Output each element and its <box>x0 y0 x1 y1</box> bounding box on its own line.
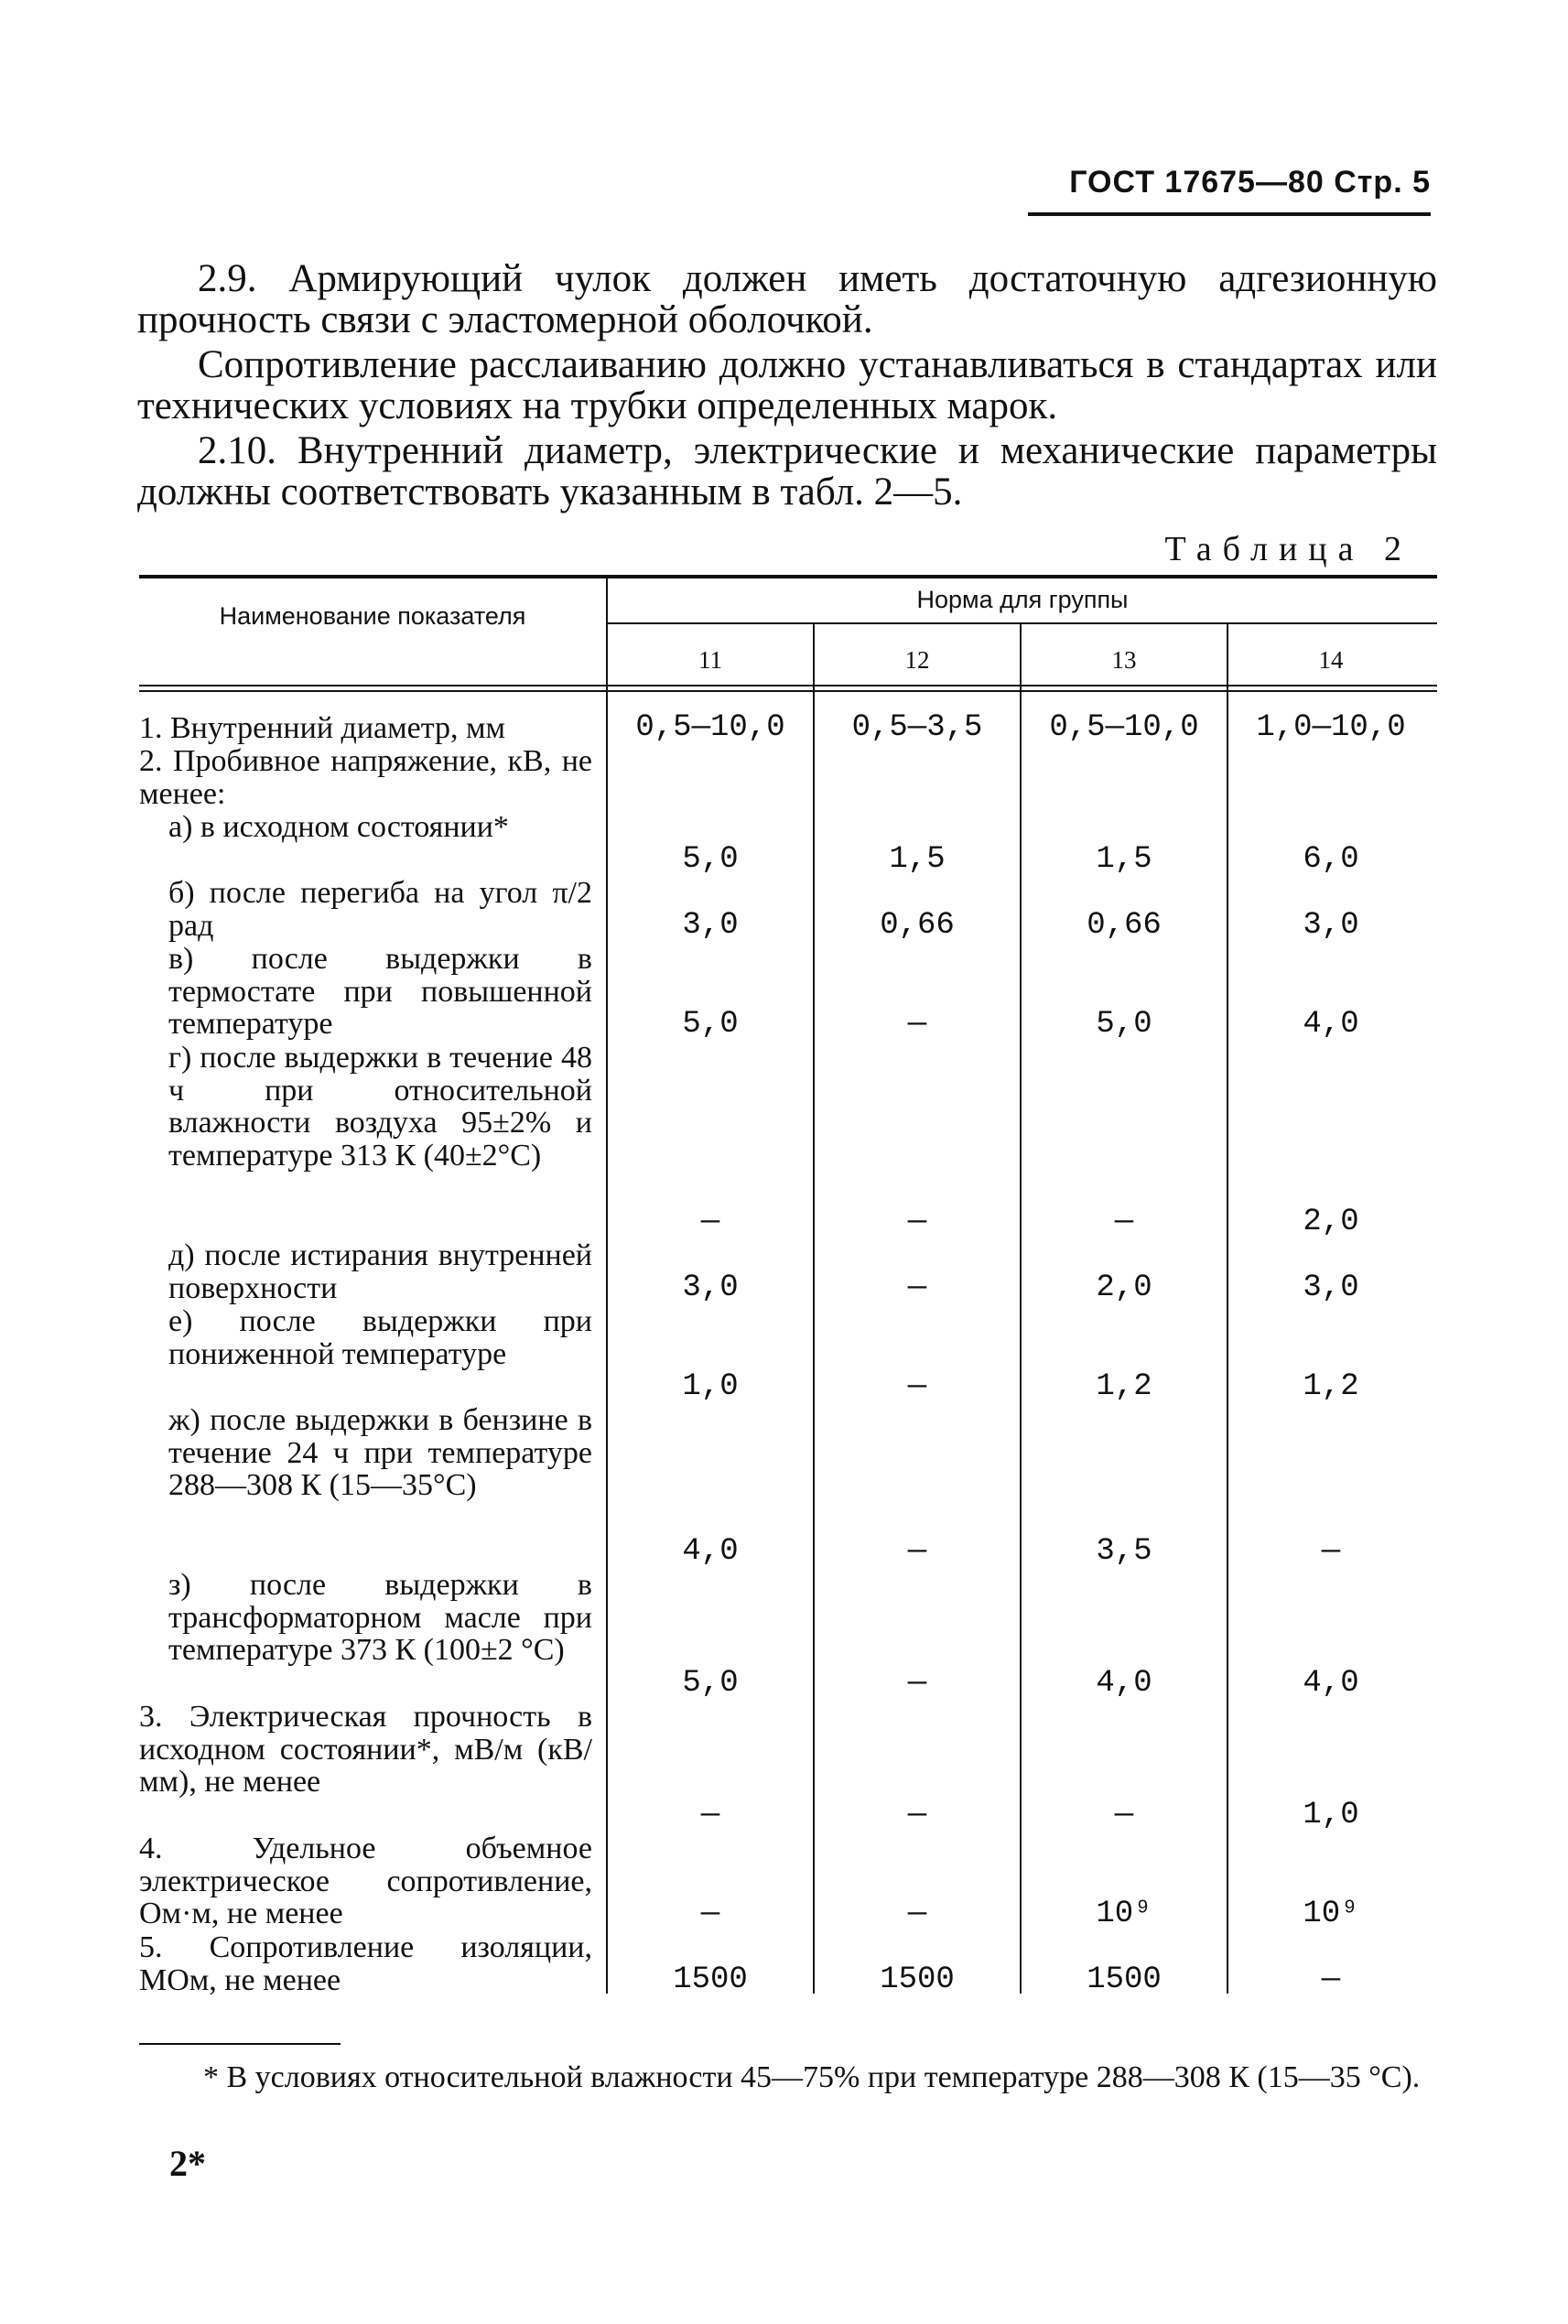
footnote-rule <box>139 2043 341 2045</box>
row-name: 1. Внутренний диаметр, мм <box>139 711 506 745</box>
value-group-13: 1500 <box>1087 1962 1162 1997</box>
row-name: ж) после выдержки в бензине в течение 24 ч при температуре 288—308 К (15—35°С) <box>168 1403 592 1503</box>
row-name: 3. Электрическая прочность в исходном состоянии*, мВ/м (кВ/мм), не менее <box>139 1700 592 1800</box>
value-group-13: 0,5—10,0 <box>1049 710 1199 745</box>
value-group-11: 5,0 <box>682 842 739 877</box>
value-group-13: 1,5 <box>1096 842 1152 877</box>
value-group-11: 1500 <box>673 1962 748 1997</box>
row-name: в) после выдержки в термостате при повышенной температуре <box>168 942 592 1042</box>
value-group-11: 5,0 <box>682 1666 739 1701</box>
header-group-14: 14 <box>1318 646 1344 674</box>
row-name: б) после перегиба на угол π/2 рад <box>168 876 592 943</box>
paragraph-delamination: Сопротивление расслаиванию должно устанавливаться в стандартах или технических условиях на трубки определенных марок. <box>137 343 1437 427</box>
header-rule <box>1028 212 1431 216</box>
value-group-12: — <box>907 1534 927 1569</box>
value-group-12: 0,66 <box>880 908 955 943</box>
value-group-11: 1,0 <box>682 1369 739 1404</box>
value-group-13: 4,0 <box>1096 1666 1152 1701</box>
row-name: а) в исходном состоянии* <box>168 810 509 844</box>
value-group-12: 0,5—3,5 <box>851 710 983 745</box>
value-group-11: 0,5—10,0 <box>635 710 785 745</box>
value-group-13: 2,0 <box>1096 1270 1152 1305</box>
value-group-12: — <box>907 1666 927 1701</box>
signature-mark: 2* <box>169 2143 206 2184</box>
row-name: 4. Удельное объемное электрическое сопротивление, Ом·м, не менее <box>139 1832 592 1931</box>
paragraph-2-10: 2.10. Внутренний диаметр, электрические и механические параметры должны соответствовать указанным в табл. 2—5. <box>137 429 1437 513</box>
header-norm-cell: Норма для группы <box>916 586 1129 613</box>
column-divider <box>1227 624 1228 1994</box>
value-group-12: — <box>907 1897 927 1931</box>
header-bottom-rule-2 <box>139 690 1437 692</box>
value-group-13: 5,0 <box>1096 1007 1152 1042</box>
page-header <box>1069 165 1431 200</box>
header-group-11: 11 <box>698 646 722 674</box>
value-group-13: 0,66 <box>1087 908 1162 943</box>
paragraph-2-9: 2.9. Армирующий чулок должен иметь достаточную адгезионную прочность связи с эластомерной оболочкой. <box>137 257 1437 341</box>
value-group-14: 4,0 <box>1303 1666 1359 1701</box>
value-group-12: — <box>907 1205 927 1239</box>
row-name: 5. Сопротивление изоляции, МОм, не менее <box>139 1930 592 1997</box>
row-name: е) после выдержки при пониженной температуре <box>168 1304 592 1371</box>
value-group-12: — <box>907 1798 927 1832</box>
value-group-12: — <box>907 1369 927 1404</box>
value-group-13: 10⁹ <box>1096 1897 1152 1931</box>
table-top-rule <box>139 575 1437 578</box>
value-group-13: — <box>1114 1205 1134 1239</box>
value-group-11: — <box>700 1205 720 1239</box>
value-group-14: 1,0 <box>1303 1798 1359 1832</box>
value-group-11: 4,0 <box>682 1534 739 1569</box>
value-group-11: 5,0 <box>682 1007 739 1042</box>
value-group-14: 6,0 <box>1303 842 1359 877</box>
value-group-11: 3,0 <box>682 908 739 943</box>
header-name-cell: Наименование показателя <box>219 602 526 630</box>
value-group-14: 1,2 <box>1303 1369 1359 1404</box>
value-group-12: 1,5 <box>889 842 946 877</box>
header-group-13: 13 <box>1111 646 1137 674</box>
header-bottom-rule-1 <box>139 685 1437 686</box>
header-mid-rule <box>608 622 1437 624</box>
value-group-14: — <box>1321 1534 1341 1569</box>
body-text <box>137 258 1437 516</box>
value-group-14: 4,0 <box>1303 1007 1359 1042</box>
table-label: Таблица 2 <box>1164 530 1412 568</box>
value-group-13: — <box>1114 1798 1134 1832</box>
value-group-12: 1500 <box>880 1962 955 1997</box>
value-group-14: 2,0 <box>1303 1205 1359 1239</box>
value-group-14: — <box>1321 1962 1341 1997</box>
row-name: 2. Пробивное напряжение, кВ, не менее: <box>139 744 592 811</box>
value-group-11: — <box>700 1897 720 1931</box>
value-group-13: 3,5 <box>1096 1534 1152 1569</box>
value-group-14: 1,0—10,0 <box>1256 710 1406 745</box>
value-group-12: — <box>907 1007 927 1042</box>
value-group-12: — <box>907 1270 927 1305</box>
value-group-13: 1,2 <box>1096 1369 1152 1404</box>
row-name: д) после истирания внутренней поверхности <box>168 1238 592 1305</box>
value-group-14: 3,0 <box>1303 908 1359 943</box>
value-group-11: 3,0 <box>682 1270 739 1305</box>
gost-page-number: ГОСТ 17675—80 Стр. 5 <box>1069 165 1431 200</box>
row-name: г) после выдержки в течение 48 ч при относительной влажности воздуха 95±2% и температуре 313 К (40±2°С) <box>168 1041 592 1173</box>
column-divider <box>1020 624 1022 1994</box>
footnote: * В условиях относительной влажности 45—75% при температуре 288—308 К (15—35 °С). <box>203 2060 1421 2094</box>
column-divider <box>813 624 815 1994</box>
value-group-14: 10⁹ <box>1303 1897 1359 1931</box>
row-name: з) после выдержки в трансформаторном масле при температуре 373 К (100±2 °С) <box>168 1568 592 1668</box>
value-group-11: — <box>700 1798 720 1832</box>
header-group-12: 12 <box>904 646 930 674</box>
value-group-14: 3,0 <box>1303 1270 1359 1305</box>
